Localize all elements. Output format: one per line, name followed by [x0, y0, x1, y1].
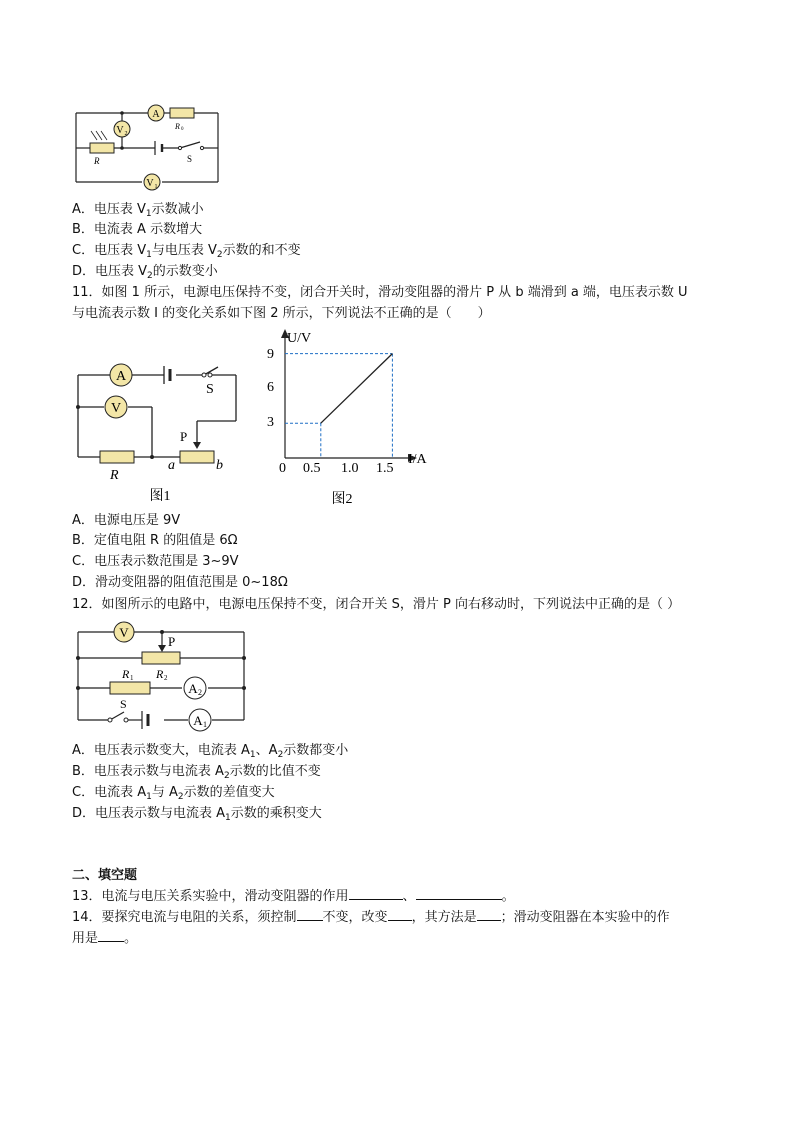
q11-end-b-label: b [216, 458, 223, 473]
q12-slider-label: P [168, 634, 176, 649]
q11-option-c: C．电压表示数范围是 3~9V [72, 554, 239, 569]
q10-v1-label: V [146, 178, 154, 189]
chart-y-axis-label: U/V [287, 331, 312, 346]
q12-a1-label: A [193, 713, 203, 728]
chart-series-line [321, 354, 393, 424]
svg-text:0: 0 [181, 127, 184, 132]
q11-voltmeter-label: V [110, 401, 122, 416]
q10-r0-label: R [175, 122, 180, 131]
q10-option-a: A．电压表 $V_1$示数减小 [72, 202, 204, 219]
q10-option-b: B．电流表 A 示数增大 [72, 222, 203, 237]
q11-switch-label: S [206, 382, 214, 397]
q11-r-label: R [110, 468, 119, 483]
q12-option-d: D．电压表示数与电流表 $A_1$示数的乘积变大 [72, 806, 322, 823]
svg-text:1: 1 [154, 184, 158, 190]
q14-line2: 用是 。 [72, 931, 138, 946]
svg-text:2: 2 [164, 674, 168, 682]
q11-end-a-label: a [168, 458, 175, 473]
q12-option-a: A．电压表示数变大，电流表 $A_1$、$A_2$示数都变小 [72, 743, 349, 760]
q13-blank-1[interactable] [349, 887, 403, 900]
q10-option-d: D．电压表 $V_2$的示数变小 [72, 264, 218, 281]
chart-x-tick-1.5: 1.5 [376, 461, 394, 476]
q10-circuit-figure [70, 98, 230, 194]
svg-text:2: 2 [124, 131, 128, 137]
q11-option-b: B．定值电阻 R 的阻值是 6Ω [72, 533, 238, 548]
q13-line: 13．电流与电压关系实验中，滑动变阻器的作用 、 。 [72, 889, 515, 904]
chart-y-tick-9: 9 [267, 347, 274, 362]
q14-blank-4[interactable] [98, 929, 124, 942]
q12-option-c: C．电流表 $A_1$与 $A_2$示数的差值变大 [72, 785, 275, 802]
q14-blank-1[interactable] [297, 908, 323, 921]
chart-x-tick-0.5: 0.5 [303, 461, 321, 476]
svg-text:1: 1 [130, 674, 134, 682]
chart-caption: 图2 [331, 492, 353, 507]
q11-option-d: D．滑动变阻器的阻值范围是 0~18Ω [72, 575, 288, 590]
q11-ammeter-label: A [115, 369, 127, 384]
q12-switch-label: S [120, 697, 127, 711]
chart-y-tick-6: 6 [267, 380, 274, 395]
q10-v2-label: V [116, 125, 124, 136]
q11-figure2-chart [265, 328, 440, 508]
q12-r2-label: R [156, 667, 164, 681]
q10-r-label: R [94, 156, 100, 166]
q12-stem: 12．如图所示的电路中，电源电压保持不变，闭合开关 S，滑片 P 向右移动时，下列说法中正确的是（ ） [72, 597, 681, 612]
q12-r1-label: R [122, 667, 130, 681]
q14-blank-3[interactable] [477, 908, 501, 921]
section-heading: 二、填空题 [72, 868, 138, 883]
q14-line1: 14．要探究电流与电阻的关系，须控制 不变，改变 ，其方法是 ；滑动变阻器在本实验中的作 [72, 910, 670, 925]
svg-text:1: 1 [203, 720, 207, 729]
q12-option-b: B．电压表示数与电流表 $A_2$示数的比值不变 [72, 764, 321, 781]
q12-a2-label: A [188, 681, 198, 696]
q11-figure1-circuit [72, 355, 242, 505]
q11-stem-line2: 与电流表示数 I 的变化关系如下图 2 所示，下列说法不正确的是（ ） [72, 306, 491, 321]
q12-voltmeter-label: V [119, 625, 129, 640]
chart-x-tick-0: 0 [279, 461, 286, 476]
q10-switch-label: S [187, 154, 193, 164]
q11-option-a: A．电源电压是 9V [72, 513, 181, 528]
q12-circuit-figure [72, 620, 252, 735]
chart-x-tick-1.0: 1.0 [341, 461, 359, 476]
chart-x-axis-label: I/A [408, 452, 427, 467]
q11-slider-label: P [180, 429, 188, 444]
q10-option-c: C．电压表 $V_1$与电压表 $V_2$示数的和不变 [72, 243, 301, 260]
q11-fig1-caption: 图1 [149, 489, 171, 504]
svg-text:2: 2 [198, 688, 202, 697]
chart-y-tick-3: 3 [267, 415, 274, 430]
q13-blank-2[interactable] [416, 887, 502, 900]
q10-ammeter-label: A [152, 109, 160, 120]
q14-blank-2[interactable] [388, 908, 412, 921]
q11-stem-line1: 11．如图 1 所示，电源电压保持不变，闭合开关时，滑动变阻器的滑片 P 从 b 端滑到 a 端，电压表示数 U [72, 285, 688, 300]
